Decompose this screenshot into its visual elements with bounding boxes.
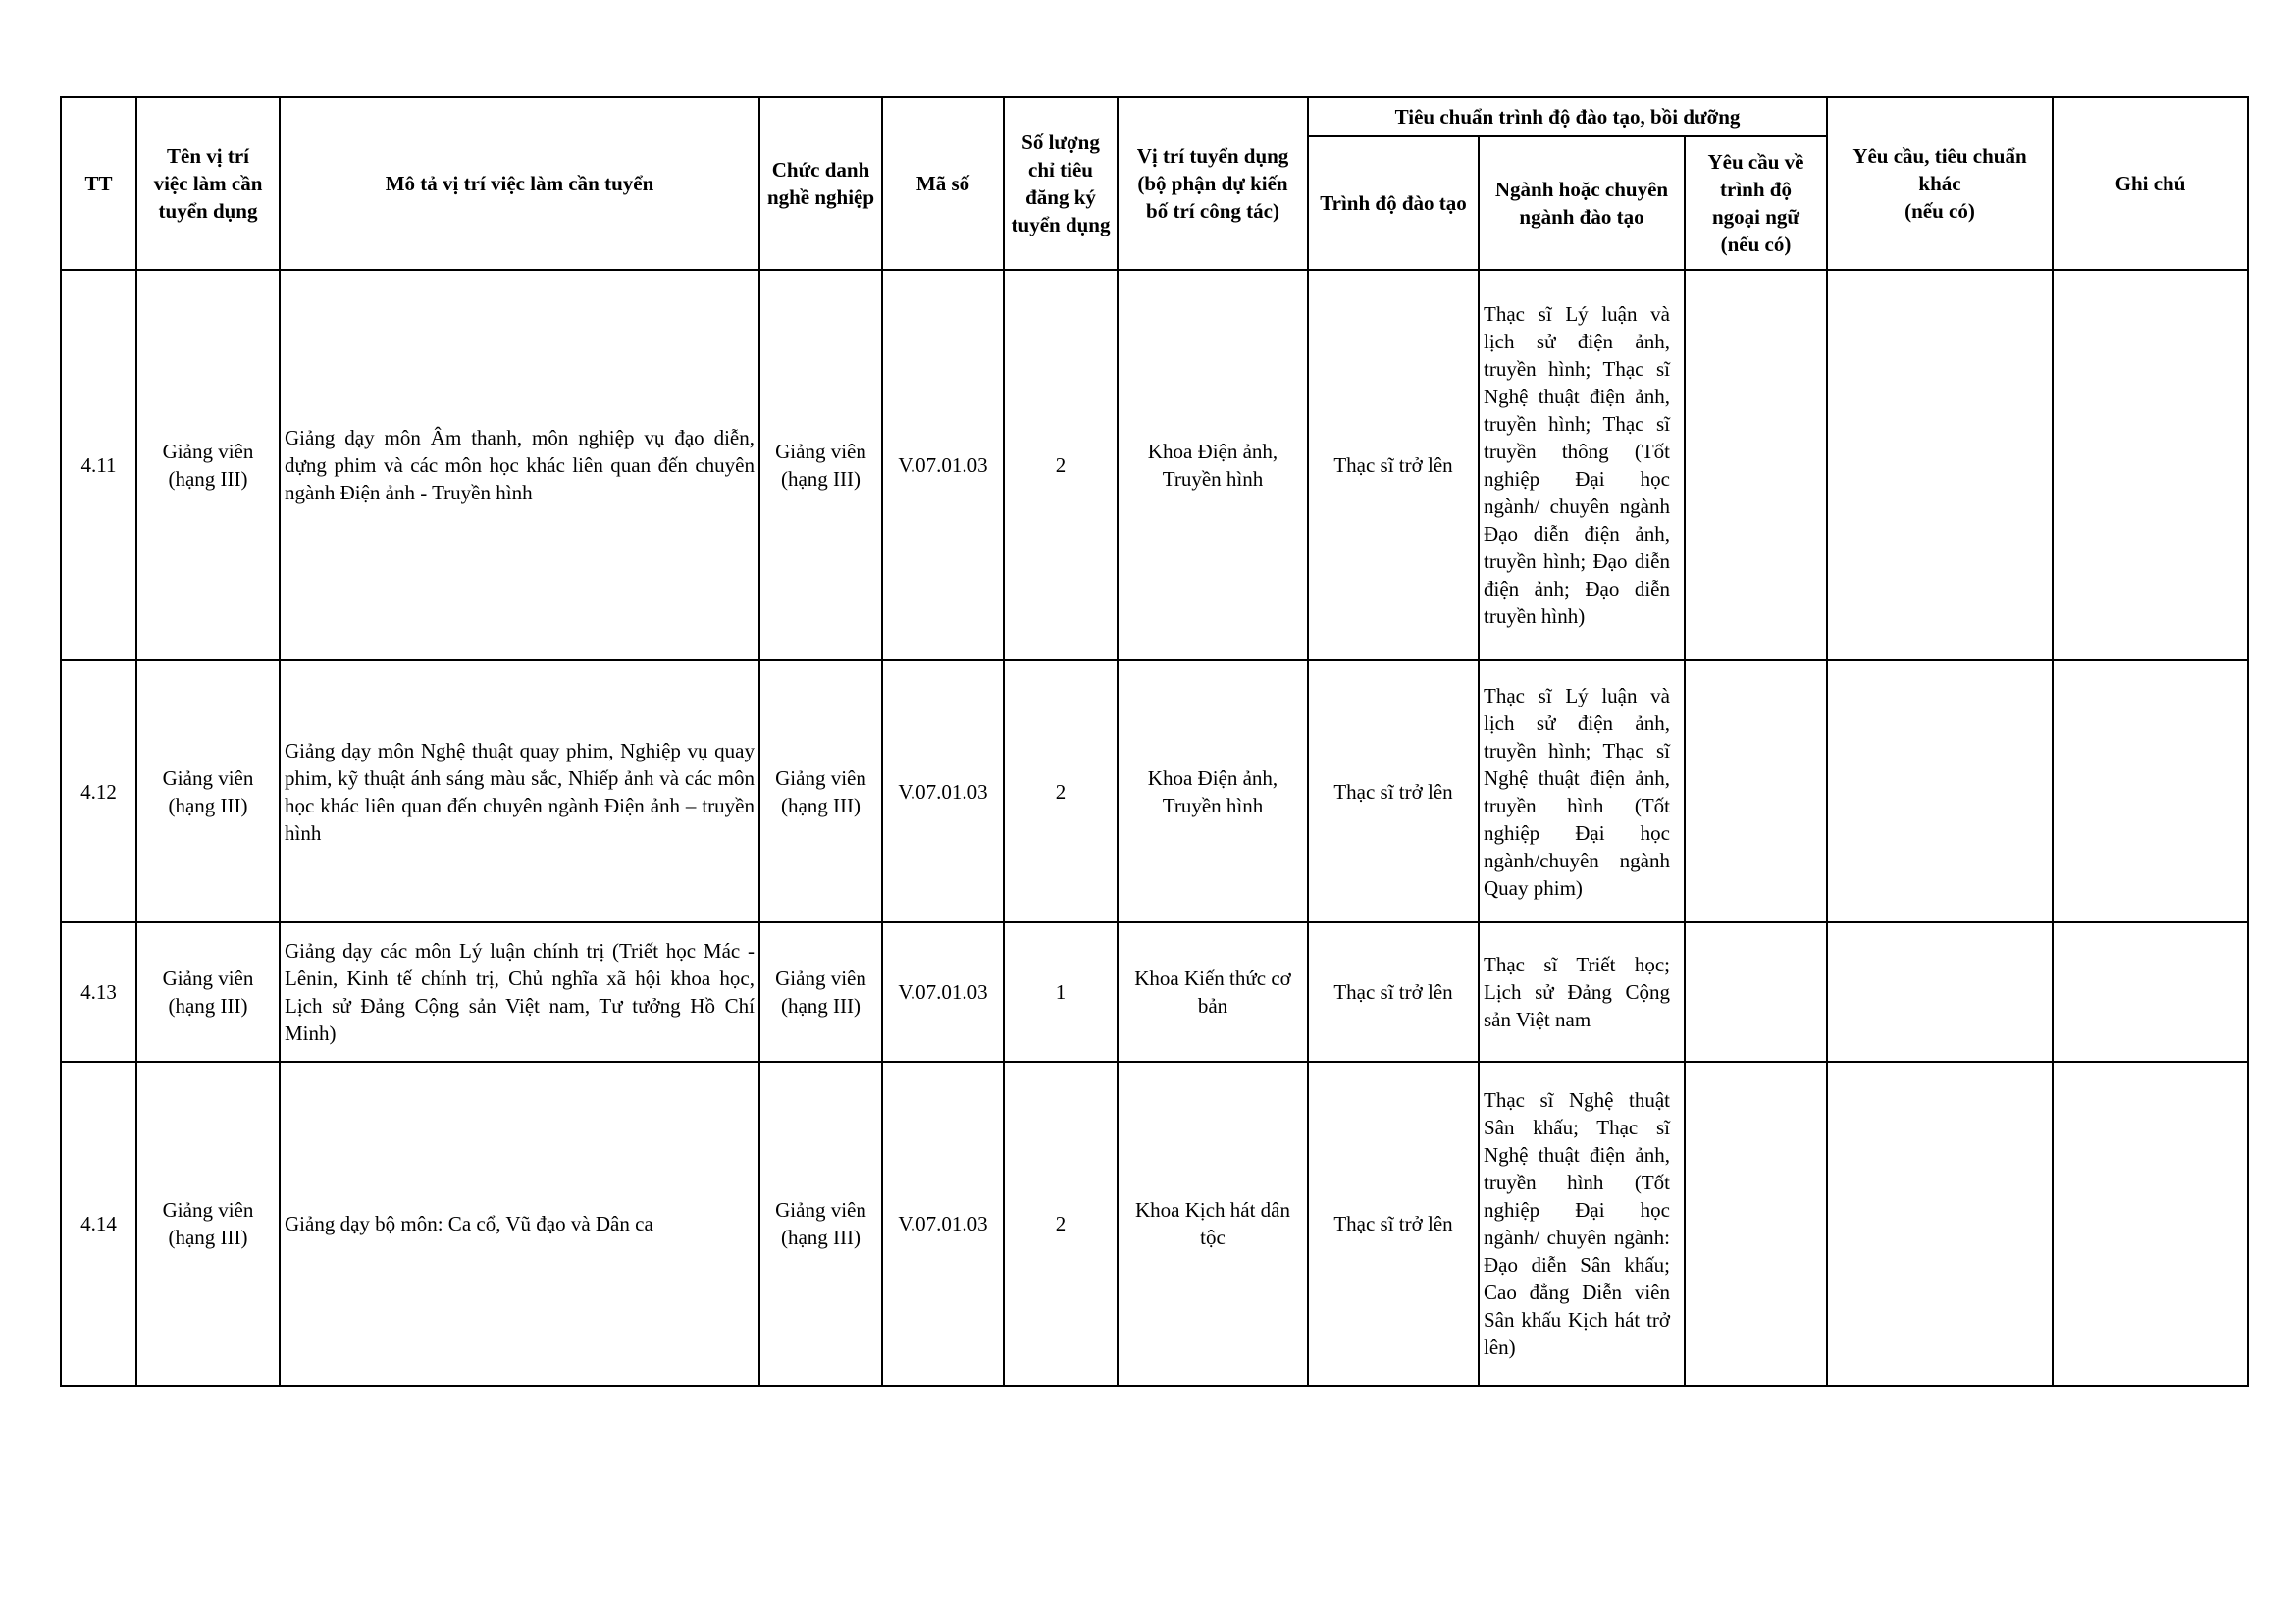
cell-title: Giảng viên (hạng III) [759,1062,882,1386]
header-code: Mã số [882,97,1004,270]
cell-tt: 4.11 [61,270,136,660]
cell-description: Giảng dạy bộ môn: Ca cổ, Vũ đạo và Dân ca [280,1062,759,1386]
cell-major: Thạc sĩ Triết học; Lịch sử Đảng Cộng sản Việt nam [1479,922,1685,1062]
cell-code: V.07.01.03 [882,1062,1004,1386]
header-title: Chức danh nghề nghiệp [759,97,882,270]
header-row-1 [61,97,2248,136]
cell-quantity: 1 [1004,922,1118,1062]
cell-other [1827,270,2053,660]
cell-language [1685,660,1827,922]
cell-position: Giảng viên (hạng III) [136,660,280,922]
cell-other [1827,1062,2053,1386]
cell-other [1827,660,2053,922]
cell-other [1827,922,2053,1062]
header-description: Mô tả vị trí việc làm cần tuyển [280,97,759,270]
cell-quantity: 2 [1004,270,1118,660]
cell-placement: Khoa Kịch hát dân tộc [1118,1062,1308,1386]
cell-quantity: 2 [1004,660,1118,922]
table-row [61,922,2248,1062]
header-quantity: Số lượng chỉ tiêu đăng ký tuyển dụng [1004,97,1118,270]
header-position-name: Tên vị trí việc làm cần tuyển dụng [136,97,280,270]
table-row [61,1062,2248,1386]
cell-training-level: Thạc sĩ trở lên [1308,660,1479,922]
cell-notes [2053,270,2248,660]
header-placement: Vị trí tuyển dụng (bộ phận dự kiến bố trí công tác) [1118,97,1308,270]
cell-position: Giảng viên (hạng III) [136,1062,280,1386]
cell-code: V.07.01.03 [882,660,1004,922]
cell-notes [2053,922,2248,1062]
cell-language [1685,922,1827,1062]
cell-placement: Khoa Điện ảnh, Truyền hình [1118,270,1308,660]
cell-description: Giảng dạy các môn Lý luận chính trị (Triết học Mác - Lênin, Kinh tế chính trị, Chủ nghĩa xã hội khoa học, Lịch sử Đảng Cộng sản Việt nam, Tư tưởng Hồ Chí Minh) [280,922,759,1062]
cell-notes [2053,1062,2248,1386]
header-training-group: Tiêu chuẩn trình độ đào tạo, bồi dưỡng [1308,97,1827,136]
header-notes: Ghi chú [2053,97,2248,270]
cell-major: Thạc sĩ Lý luận và lịch sử điện ảnh, truyền hình; Thạc sĩ Nghệ thuật điện ảnh, truyền hình; Thạc sĩ truyền thông (Tốt nghiệp Đại học ngành/ chuyên ngành Đạo diễn điện ảnh, truyền hình; Đạo diễn điện ảnh; Đạo diễn truyền hình) [1479,270,1685,660]
header-tt: TT [61,97,136,270]
cell-language [1685,270,1827,660]
cell-major: Thạc sĩ Lý luận và lịch sử điện ảnh, truyền hình; Thạc sĩ Nghệ thuật điện ảnh, truyền hình (Tốt nghiệp Đại học ngành/chuyên ngành Quay phim) [1479,660,1685,922]
recruitment-table [60,96,2249,1387]
table-row [61,270,2248,660]
header-language: Yêu cầu về trình độ ngoại ngữ (nếu có) [1685,136,1827,270]
cell-description: Giảng dạy môn Âm thanh, môn nghiệp vụ đạo diễn, dựng phim và các môn học khác liên quan đến chuyên ngành Điện ảnh - Truyền hình [280,270,759,660]
cell-position: Giảng viên (hạng III) [136,922,280,1062]
cell-placement: Khoa Kiến thức cơ bản [1118,922,1308,1062]
cell-description: Giảng dạy môn Nghệ thuật quay phim, Nghiệp vụ quay phim, kỹ thuật ánh sáng màu sắc, Nhiếp ảnh và các môn học khác liên quan đến chuyên ngành Điện ảnh – truyền hình [280,660,759,922]
cell-code: V.07.01.03 [882,270,1004,660]
cell-title: Giảng viên (hạng III) [759,922,882,1062]
cell-tt: 4.14 [61,1062,136,1386]
cell-title: Giảng viên (hạng III) [759,660,882,922]
cell-notes [2053,660,2248,922]
cell-position: Giảng viên (hạng III) [136,270,280,660]
cell-language [1685,1062,1827,1386]
header-training-level: Trình độ đào tạo [1308,136,1479,270]
header-other-requirements: Yêu cầu, tiêu chuẩn khác (nếu có) [1827,97,2053,270]
header-major: Ngành hoặc chuyên ngành đào tạo [1479,136,1685,270]
cell-title: Giảng viên (hạng III) [759,270,882,660]
cell-major: Thạc sĩ Nghệ thuật Sân khấu; Thạc sĩ Nghệ thuật điện ảnh, truyền hình (Tốt nghiệp Đại học ngành/ chuyên ngành: Đạo diễn Sân khấu; Cao đẳng Diễn viên Sân khấu Kịch hát trở lên) [1479,1062,1685,1386]
cell-quantity: 2 [1004,1062,1118,1386]
cell-code: V.07.01.03 [882,922,1004,1062]
cell-training-level: Thạc sĩ trở lên [1308,270,1479,660]
cell-tt: 4.12 [61,660,136,922]
cell-tt: 4.13 [61,922,136,1062]
cell-training-level: Thạc sĩ trở lên [1308,922,1479,1062]
table-row [61,660,2248,922]
table-body [61,270,2248,1386]
cell-placement: Khoa Điện ảnh, Truyền hình [1118,660,1308,922]
cell-training-level: Thạc sĩ trở lên [1308,1062,1479,1386]
table-header [61,97,2248,270]
